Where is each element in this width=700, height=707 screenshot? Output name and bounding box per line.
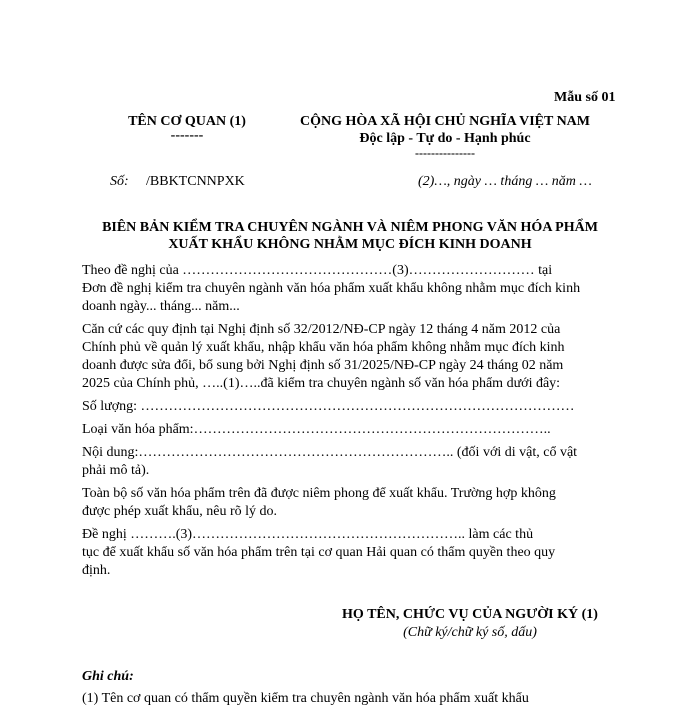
motto: Độc lập - Tự do - Hạnh phúc: [359, 131, 531, 146]
document-number-value: /BBKTCNNPXK: [146, 174, 245, 189]
notes-heading: Ghi chú:: [82, 669, 134, 684]
para-legal-line-4: 2025 của Chính phủ, …..(1)…..đã kiểm tra chuyên ngành số văn hóa phẩm dưới đây:: [82, 376, 561, 391]
form-number: Mẫu số 01: [554, 90, 616, 105]
title-line-1: BIÊN BẢN KIỂM TRA CHUYÊN NGÀNH VÀ NIÊM PHONG VĂN HÓA PHẨM: [102, 220, 598, 235]
para-request-line-2: Đơn đề nghị kiểm tra chuyên ngành văn hóa phẩm xuất khẩu không nhằm mục đích kinh: [82, 281, 581, 296]
para-proposal-line-3: định.: [82, 563, 111, 578]
document-number-label: Số:: [110, 174, 129, 189]
para-proposal-line-1: Đề nghị ……….(3)………………………………………………….. làm các thủ: [82, 527, 534, 542]
motto-rule: ---------------: [415, 146, 475, 160]
content-field-line-1: Nội dung:………………………………………………………….. (đối với di vật, cổ vật: [82, 445, 578, 460]
agency-rule: -------: [170, 128, 204, 143]
para-request-line-3: doanh ngày... tháng... năm...: [82, 299, 240, 314]
notes-line-1: (1) Tên cơ quan có thẩm quyền kiểm tra chuyên ngành văn hóa phẩm xuất khẩu: [82, 691, 529, 706]
para-sealed-line-1: Toàn bộ số văn hóa phẩm trên đã được niêm phong để xuất khẩu. Trường hợp không: [82, 486, 556, 501]
quantity-field: Số lượng: …………………………………………………………………………………: [82, 399, 575, 414]
para-legal-line-3: doanh được sửa đổi, bổ sung bởi Nghị định số 31/2025/NĐ-CP ngày 24 tháng 02 năm: [82, 358, 564, 373]
item-type-field: Loại văn hóa phẩm:…………………………………………………………………..: [82, 422, 551, 437]
signature-note: (Chữ ký/chữ ký số, dấu): [403, 625, 537, 640]
para-legal-line-1: Căn cứ các quy định tại Nghị định số 32/2012/NĐ-CP ngày 12 tháng 4 năm 2012 của: [82, 322, 561, 337]
para-proposal-line-2: tục để xuất khẩu số văn hóa phẩm trên tại cơ quan Hải quan có thẩm quyền theo quy: [82, 545, 556, 560]
content-field-line-2: phải mô tả).: [82, 463, 150, 478]
date-line: (2)…, ngày … tháng … năm …: [418, 174, 592, 189]
signer-title: HỌ TÊN, CHỨC VỤ CỦA NGƯỜI KÝ (1): [342, 607, 598, 622]
para-legal-line-2: Chính phủ về quản lý xuất khẩu, nhập khẩu văn hóa phẩm không nhằm mục đích kinh: [82, 340, 565, 355]
agency-name: TÊN CƠ QUAN (1): [128, 114, 246, 129]
title-line-2: XUẤT KHẨU KHÔNG NHẰM MỤC ĐÍCH KINH DOANH: [168, 237, 532, 252]
para-sealed-line-2: được phép xuất khẩu, nêu rõ lý do.: [82, 504, 278, 519]
nation-name: CỘNG HÒA XÃ HỘI CHỦ NGHĨA VIỆT NAM: [299, 114, 590, 129]
para-request-line-1: Theo đề nghị của ………………………………………(3)……………………… tại: [82, 263, 553, 278]
